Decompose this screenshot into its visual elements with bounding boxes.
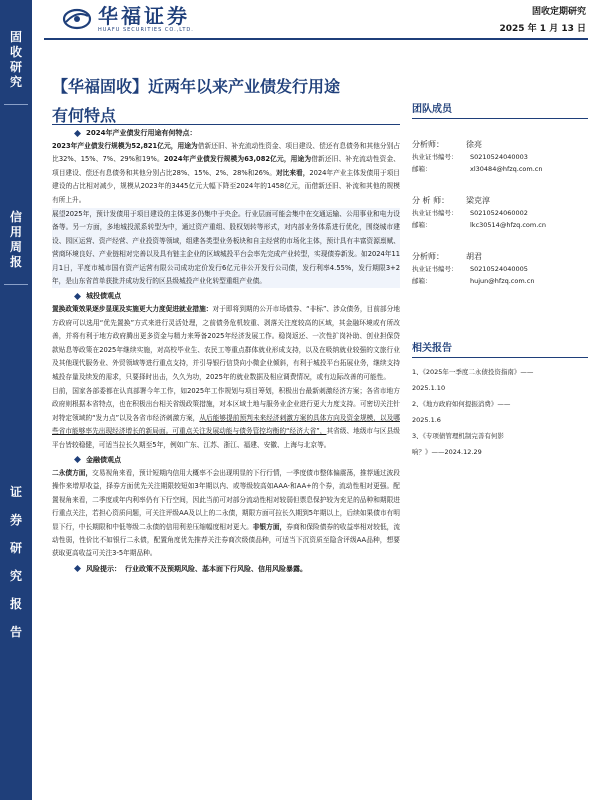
vertical-label-char: 报 [9, 255, 22, 269]
analyst-email [412, 164, 588, 176]
section-title: 2024年产业债发行用途有何特点： [86, 129, 197, 137]
section-heading [74, 291, 400, 301]
analyst-email [412, 220, 588, 232]
related-report-title: 1、《2025年一季度二永债投资指南》—— [412, 368, 534, 376]
analyst-card [412, 139, 588, 175]
analyst-card [412, 195, 588, 231]
left-sidebar [0, 0, 32, 800]
vertical-label-char: 固 [9, 30, 22, 44]
brand-logo [62, 5, 194, 33]
paragraph-text: 借新还旧、补充流动性资金、项目建设、偿还有息债务和其他分别占比32%、15%、7%、29%和19%。 [52, 142, 401, 164]
vertical-label-char: 告 [9, 625, 22, 639]
vertical-label-category [0, 30, 32, 90]
related-report-item[interactable] [412, 428, 588, 460]
section-heading [74, 128, 400, 138]
risk-notice [74, 564, 400, 574]
paragraph-emphasis: 2024年产业债发行规模为63,082亿元，用途为 [163, 155, 312, 164]
paragraph-text: 从后能够提前预判未来经济刺激方案的具体方向及资金规模，以及哪些省市能够率先出现经济增长的新局面。可重点关注发展动能与债务管控均衡的“经济大省”， [52, 413, 400, 436]
analyst-cert [412, 152, 588, 164]
analyst-cert [412, 208, 588, 220]
vertical-label-char: 收 [9, 45, 22, 59]
analyst-name-value: 徐亮 [466, 140, 482, 149]
vertical-label-char: 用 [9, 225, 22, 239]
related-report-list [412, 364, 588, 460]
paragraph-text: 目前，国家各部委都在认真部署今年工作，如2025年工作规划与项目筹划，积极出台最新刺激经济方案；各省市地方政府则根据本省特点，也在积极出台相关省级政策措施，对本区域土地与服务业企业进行更大力度支持。可密切关注针对特定领域的“发力点”以及各省市经济刺激方案， [52, 386, 400, 422]
title-line-2: 有何特点 [52, 106, 117, 125]
analyst-name-label: 分 析 师： [412, 196, 450, 205]
related-report-title: 2、《地方政府如何提振消费》—— [412, 400, 511, 408]
analyst-email-label: 邮箱： [412, 164, 432, 173]
section-body [52, 140, 400, 288]
related-report-item[interactable] [412, 396, 588, 428]
analyst-email-value[interactable]: xl30484@hfzq.com.cn [470, 164, 543, 173]
analyst-name-value: 胡君 [466, 252, 482, 261]
paragraph-text: 对于即将到期的公开市场债券、“非标”、涉众债务，目前部分地方政府可以选用“优先置换”方式来进行灵活处理，之前债务危机较重、剥落关注度较高的区域，其金融环境或有所改善，并将有利于地方政府腾出更多资金与精力来筹备2025年经济发展工作。稳岗返还、一次性扩岗补助、创业担保贷款贴息等政策在2025年继续实施，对高校毕业生、农民工等重点群体就业形成支持，以及在吸纳就业较强的文旅行业及其他现代服务业、外贸领域等进行重点支持，并引导银行信贷向小微企业倾斜，有利于城投平台拓展业务，继续支持城投存量及续发的需求，只要择时出击，久久为功，2025年的就业数据及相应调费情况，或有边际改善的可能性。 [52, 305, 400, 381]
related-heading: 相关报告 [412, 339, 588, 358]
section-title: 城投债观点 [86, 292, 121, 301]
analyst-cert-value: S0210524060002 [470, 209, 528, 217]
analyst-cert-value: S0210524040005 [470, 265, 528, 273]
related-report-date: 响？》——2024.12.29 [412, 448, 482, 456]
header-meta [499, 4, 586, 38]
section-body [52, 467, 400, 561]
paragraph-emphasis: 非银方面， [252, 522, 287, 531]
sidebar-divider [4, 104, 28, 105]
report-date: 2025 年 1 月 13 日 [499, 24, 586, 34]
brand-name-en: HUAFU SECURITIES CO.,LTD. [98, 27, 194, 33]
vertical-label-char: 信 [9, 210, 22, 224]
analyst-email [412, 276, 588, 288]
paragraph-text: 其省级、地级市与区县级平台皆较稳健，可适当拉长久期至5年，例如广东、江苏、浙江、福建、安徽、上海与北京等。 [52, 427, 400, 449]
paragraph-text: 交易视角来看，预计短期内信用大概率不会出现明显的下行行情，一季度债市整体偏震荡，推荐通过波段操作来增厚收益，择券方面优先关注期限较短如3年期以内、或等级较高如AAA-和AA+的个券，流动性相对更强。配置视角来看，二季度或年内利率仍有下行空间，因此当前可对部分流动性相对较弱但票息保护较为充足的品种和期限进行重点关注，若担心资质问题，可关注评级AA及以上的二永债，期限方面可拉长久期到5年期以上，后续如果债市有明显下行，中长期限和中低等级二永债的信用利差压缩幅度相对更大。 [52, 468, 400, 531]
paragraph-emphasis: 对比来看， [275, 168, 310, 177]
related-report-date: 2025.1.6 [412, 416, 441, 424]
analyst-name-label: 分析师： [412, 140, 444, 149]
sidebar-divider [4, 284, 28, 285]
paragraph-text: 2024年产业主体发债用于项目建设的占比相对减少，规模从2023年的3445亿元大幅下降至2024年的1458亿元，而借新还旧、补流和其他的规模有所上升。 [52, 168, 400, 204]
analyst-email-value[interactable]: lkc30514@hfzq.com.cn [470, 220, 546, 229]
paragraph [52, 303, 400, 383]
analyst-name [412, 251, 588, 263]
related-report-item[interactable] [412, 364, 588, 396]
analyst-email-value[interactable]: hujun@hfzq.com.cn [470, 276, 535, 285]
paragraph [52, 140, 400, 207]
report-type: 固收定期研究 [531, 7, 586, 17]
related-report-date: 2025.1.10 [412, 384, 446, 392]
paragraph-text: 券商和保险债券的收益率相对较低，流动性弱，性价比不如银行二永债，配置角度优先推荐关注券商次级债品种，可适当下沉资质至隐含评级AA品种，想要获取更高收益可关注3-5年期品种。 [52, 522, 401, 558]
bullet-icon [74, 456, 81, 463]
vertical-label-char: 报 [9, 597, 22, 611]
sidebar-panel [412, 100, 588, 460]
vertical-label-char: 周 [9, 240, 22, 254]
analyst-name-value: 梁克淳 [466, 196, 490, 205]
analyst-email-label: 邮箱： [412, 220, 432, 229]
vertical-label-char: 证 [9, 485, 22, 499]
vertical-label-char: 券 [9, 513, 22, 527]
paragraph-emphasis: 置换政策效果逐步显现及实施更大力度促进就业措施： [52, 305, 213, 314]
analyst-cert-label: 执业证书编号： [412, 153, 458, 161]
analyst-cert-value: S0210524040003 [470, 153, 528, 161]
bullet-icon [74, 565, 81, 572]
risk-label: 风险提示： [86, 564, 121, 573]
related-report-title: 3、《专项债管理机制完善有何影 [412, 432, 504, 440]
bullet-icon [74, 293, 81, 300]
bullet-icon [74, 130, 81, 137]
paragraph-emphasis: 二永债方面， [52, 468, 93, 477]
analyst-list [412, 139, 588, 287]
title-line-1: 【华福固收】近两年以来产业债发行用途 [52, 77, 341, 96]
page-title [52, 72, 412, 130]
vertical-label-char: 究 [9, 75, 22, 89]
brand-name: 华福证券 [98, 4, 190, 28]
section-title: 金融债观点 [86, 455, 121, 464]
main-content [52, 124, 400, 797]
paragraph [52, 385, 400, 452]
vertical-label-report [0, 478, 32, 646]
logo-icon [62, 8, 92, 30]
analyst-name-label: 分析师： [412, 252, 444, 261]
paragraph-text: 借新还旧、补充流动性资金、项目建设、偿还有息债务和其他分别占比28%、15%、2%、28%和26%。 [52, 155, 400, 177]
analyst-cert-label: 执业证书编号： [412, 209, 458, 217]
analyst-cert [412, 264, 588, 276]
header-rule [44, 38, 588, 40]
analyst-email-label: 邮箱： [412, 276, 432, 285]
paragraph-text: 展望2025年，预计发债用于项目建设的主体更多仍集中于央企。行业层面可能会集中在交通运输、公用事业和电力设备等。另一方面，多地城投派系转型为中，通过资产重组、股权划转等形式，对内部业务体系进行优化，围绕城市建设、园区运营、资产经营、产业投资等领域，组建各类型业务板块和自主经营的市场化主体，预计具有丰富资源禀赋、营商环境良好、产业链相对完善以及具有链主企业的区域城投平台会率先完成产业转型，实现债券新发。如2024年11月1日，平度市城市国有资产运营有限公司成功定价发行6亿元非公开发行公司债，发行利率4.55%，发行期限3+2年，是山东省首单获批并成功发行的区县级城投产业化转型重组产业债。 [52, 210, 400, 286]
paragraph [52, 467, 400, 561]
vertical-label-char: 研 [9, 541, 22, 555]
vertical-label-weekly [0, 210, 32, 270]
analyst-name [412, 195, 588, 207]
paragraph-emphasis: 2023年产业债发行规模为52,821亿元，用途为 [52, 142, 198, 150]
analyst-name [412, 139, 588, 151]
vertical-label-char: 研 [9, 60, 22, 74]
team-heading: 团队成员 [412, 100, 588, 119]
section-body [52, 303, 400, 451]
vertical-label-char: 究 [9, 569, 22, 583]
analyst-cert-label: 执业证书编号： [412, 265, 458, 273]
risk-text: 行业政策不及预期风险、基本面下行风险、信用风险暴露。 [125, 564, 307, 573]
paragraph [52, 208, 400, 288]
section-heading [74, 455, 400, 465]
analyst-card [412, 251, 588, 287]
